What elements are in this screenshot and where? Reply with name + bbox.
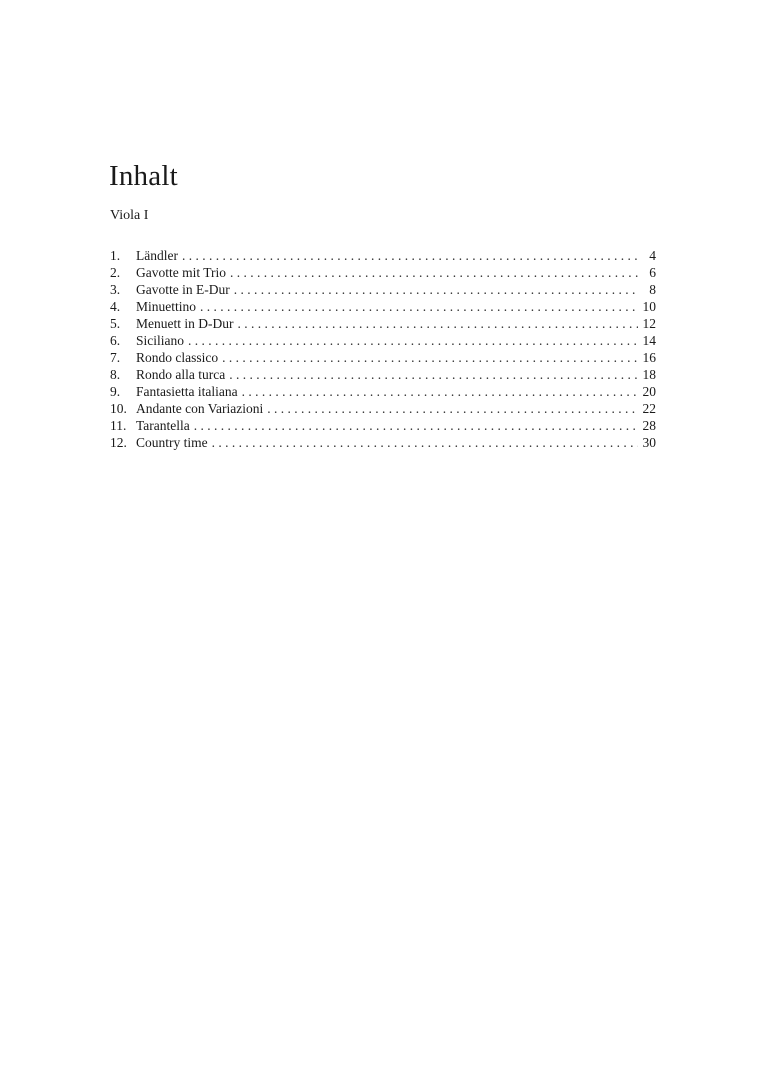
toc-entry-number: 7.: [110, 350, 121, 365]
toc-entry-page: 22: [642, 401, 656, 416]
toc-entry-title: Menuett in D-Dur: [136, 316, 234, 331]
table-of-contents: [110, 247, 656, 451]
toc-entry-1[interactable]: [110, 247, 656, 264]
page-title: Inhalt: [109, 160, 178, 192]
toc-entry-number: 3.: [110, 282, 121, 297]
toc-entry-title: Rondo classico: [136, 350, 219, 365]
toc-entry-page: 12: [642, 316, 656, 331]
toc-leader-dots: [230, 264, 638, 281]
toc-entry-title: Rondo alla turca: [136, 367, 226, 382]
toc-leader-dots: [212, 434, 638, 451]
toc-entry-11[interactable]: [110, 417, 656, 434]
toc-entry-number: 1.: [110, 248, 121, 263]
toc-entry-title: Country time: [136, 435, 208, 450]
toc-entry-title: Siciliano: [136, 333, 184, 348]
toc-entry-page: 28: [642, 418, 656, 433]
toc-entry-number: 12.: [110, 435, 127, 450]
toc-entry-number: 5.: [110, 316, 121, 331]
toc-entry-number: 8.: [110, 367, 121, 382]
toc-entry-page: 30: [642, 435, 656, 450]
toc-entry-page: 6: [649, 265, 656, 280]
toc-entry-number: 6.: [110, 333, 121, 348]
toc-entry-page: 8: [649, 282, 656, 297]
toc-leader-dots: [237, 315, 638, 332]
toc-entry-page: 4: [649, 248, 656, 263]
toc-leader-dots: [242, 383, 638, 400]
section-label: Viola I: [110, 208, 149, 223]
toc-entry-number: 11.: [110, 418, 127, 433]
toc-leader-dots: [182, 247, 638, 264]
toc-entry-page: 10: [642, 299, 656, 314]
toc-entry-page: 20: [642, 384, 656, 399]
toc-leader-dots: [267, 400, 638, 417]
toc-entry-number: 9.: [110, 384, 121, 399]
toc-entry-10[interactable]: [110, 400, 656, 417]
toc-leader-dots: [229, 366, 638, 383]
toc-entry-title: Minuettino: [136, 299, 196, 314]
toc-entry-6[interactable]: [110, 332, 656, 349]
toc-entry-number: 10.: [110, 401, 127, 416]
toc-leader-dots: [194, 417, 638, 434]
toc-entry-page: 16: [642, 350, 656, 365]
toc-entry-5[interactable]: [110, 315, 656, 332]
toc-entry-8[interactable]: [110, 366, 656, 383]
toc-entry-title: Gavotte in E-Dur: [136, 282, 230, 297]
toc-entry-7[interactable]: [110, 349, 656, 366]
toc-entry-title: Fantasietta italiana: [136, 384, 238, 399]
toc-entry-page: 18: [642, 367, 656, 382]
toc-entry-number: 2.: [110, 265, 121, 280]
toc-entry-3[interactable]: [110, 281, 656, 298]
toc-leader-dots: [234, 281, 638, 298]
toc-entry-12[interactable]: [110, 434, 656, 451]
toc-entry-page: 14: [642, 333, 656, 348]
toc-entry-title: Ländler: [136, 248, 178, 263]
toc-entry-number: 4.: [110, 299, 121, 314]
toc-entry-4[interactable]: [110, 298, 656, 315]
toc-leader-dots: [188, 332, 638, 349]
toc-leader-dots: [222, 349, 638, 366]
toc-entry-title: Andante con Variazioni: [136, 401, 264, 416]
toc-entry-title: Tarantella: [136, 418, 190, 433]
toc-entry-2[interactable]: [110, 264, 656, 281]
toc-leader-dots: [200, 298, 638, 315]
toc-entry-9[interactable]: [110, 383, 656, 400]
toc-entry-title: Gavotte mit Trio: [136, 265, 227, 280]
